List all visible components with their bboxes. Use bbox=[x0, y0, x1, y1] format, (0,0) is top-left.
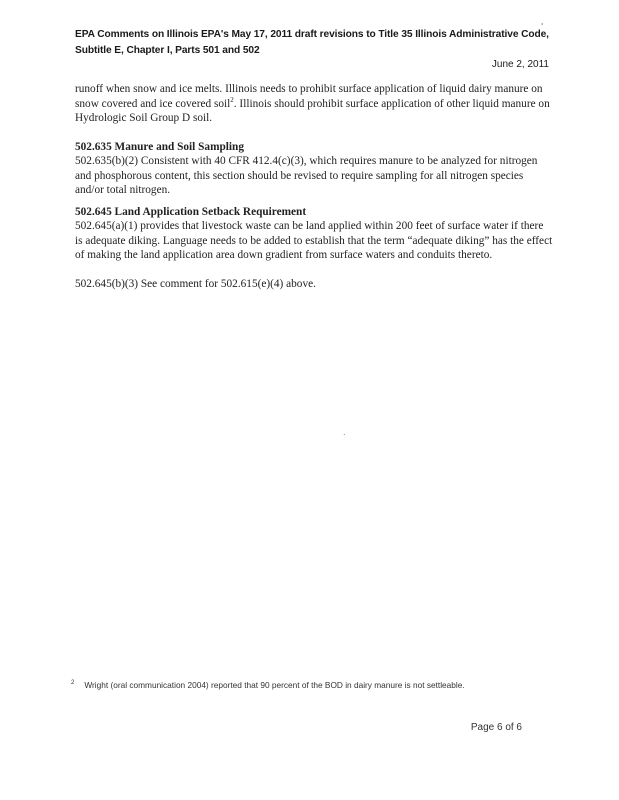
document-body bbox=[75, 82, 553, 291]
header-title-line-2: Subtitle E, Chapter I, Parts 501 and 502 bbox=[75, 44, 260, 56]
section-paragraph-see-comment: 502.645(b)(3) See comment for 502.615(e)(4) above. bbox=[75, 277, 316, 290]
section-heading-manure-soil-sampling: 502.635 Manure and Soil Sampling bbox=[75, 140, 244, 153]
intro-paragraph bbox=[75, 82, 553, 126]
footnote-reference: 2 bbox=[230, 95, 234, 104]
header-title-line-1: EPA Comments on Illinois EPA's May 17, 2011 draft revisions to Title 35 Illinois Administrative Code, bbox=[75, 29, 549, 40]
document-header bbox=[75, 27, 555, 58]
intro-text-end: . Illinois should prohibit surface application of other liquid manure on Hydrologic Soil Group D soil. bbox=[75, 97, 550, 124]
margin-mark: ' bbox=[541, 22, 544, 31]
intro-text-start: runoff when snow and ice melts. Illinois needs to prohibit surface application of liquid dairy manure on snow covered and ice covered soil bbox=[75, 83, 543, 110]
footnote bbox=[71, 680, 551, 690]
section-paragraph-manure-soil-sampling: 502.635(b)(2) Consistent with 40 CFR 412.4(c)(3), which requires manure to be analyzed for nitrogen and phosphorous content, this section should be revised to require sampling for all nitrogen species and/or total nitrogen. bbox=[75, 155, 538, 196]
stray-mark: . bbox=[343, 428, 346, 437]
footnote-number: 2 bbox=[71, 680, 75, 687]
page-number: Page 6 of 6 bbox=[470, 722, 522, 733]
section-heading-land-application-setback: 502.645 Land Application Setback Requirement bbox=[75, 205, 307, 218]
section-paragraph-land-application-setback: 502.645(a)(1) provides that livestock waste can be land applied within 200 feet of surface water if there is adequate diking. Language needs to be added to establish that the term “adequate diking” has the effect of making the land application area down gradient from surface waters and conduits thereto. bbox=[75, 220, 553, 261]
footnote-text: Wright (oral communication 2004) reported that 90 percent of the BOD in dairy manure is not settleable. bbox=[84, 680, 465, 690]
header-date: June 2, 2011 bbox=[491, 59, 549, 70]
